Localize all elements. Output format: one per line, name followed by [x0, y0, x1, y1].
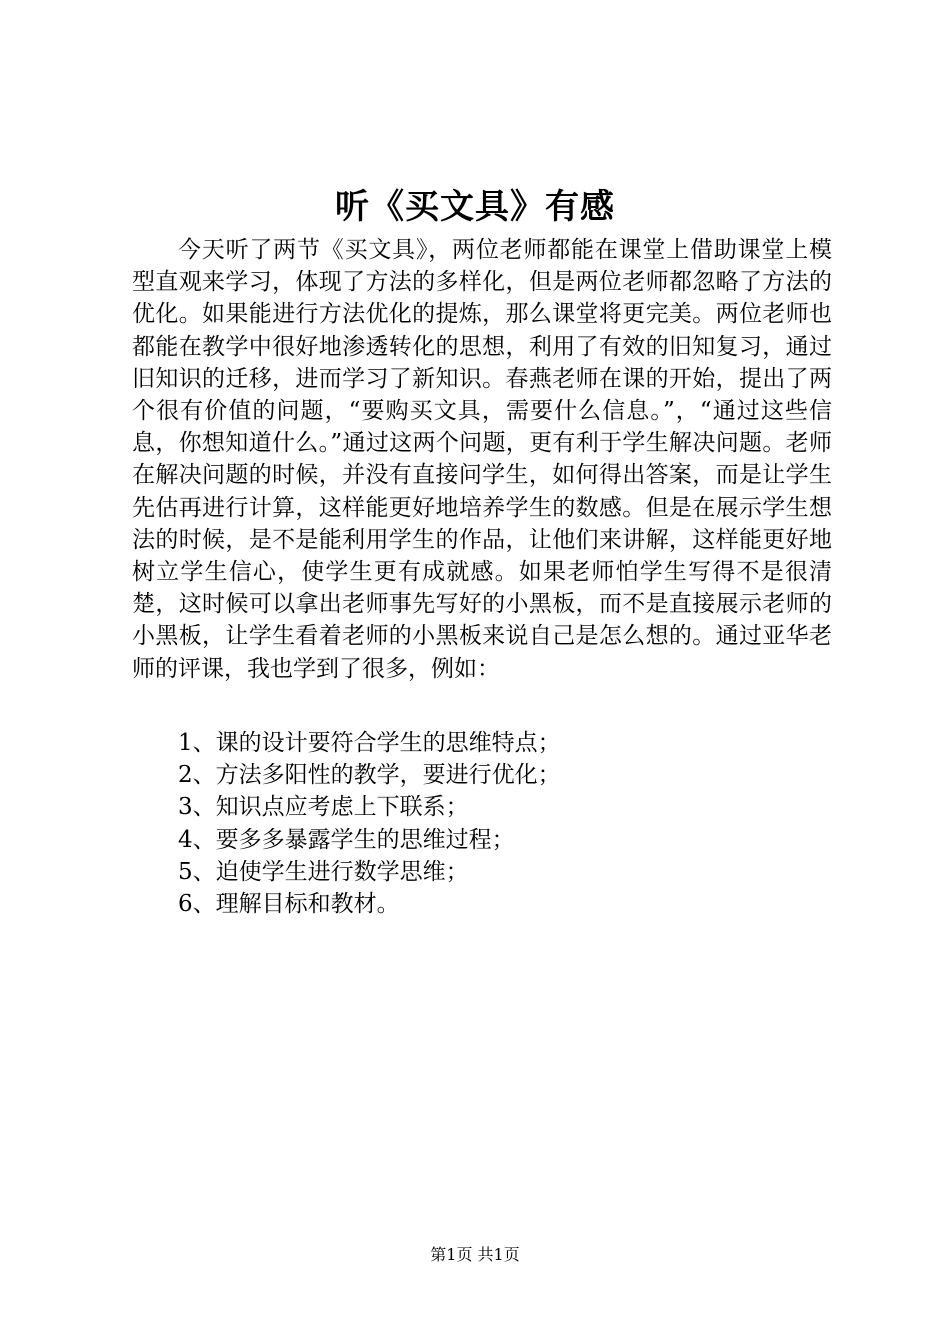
list-item: 2、方法多阳性的教学，要进行优化； [178, 762, 561, 789]
list-item: 6、理解目标和教材。 [178, 891, 400, 918]
page-footer: 第1页 共1页 [430, 1245, 520, 1264]
list-item: 1、课的设计要符合学生的思维特点； [178, 730, 561, 756]
list-item: 3、知识点应考虑上下联系； [178, 794, 469, 821]
list-item: 4、要多多暴露学生的思维过程； [178, 826, 515, 853]
recommendation-list [178, 727, 838, 920]
body-paragraph: 今天听了两节《买文具》，两位老师都能在课堂上借助课堂上模型直观来学习，体现了方法的多样化，但是两位老师都忽略了方法的优化。如果能进行方法优化的提炼，那么课堂将更完美。两位老师也都能在教学中很好地渗透转化的思想，利用了有效的旧知复习，通过旧知识的迁移，进而学习了新知识。春燕老师在课的开始，提出了两个很有价值的问题，“要购买文具，需要什么信息。”，“通过这些信息，你想知道什么。”通过这两个问题，更有利于学生解决问题。老师在解决问题的时候，并没有直接问学生，如何得出答案，而是让学生先估再进行计算，这样能更好地培养学生的数感。但是在展示学生想法的时候，是不是能利用学生的作品，让他们来讲解，这样能更好地树立学生信心，使学生更有成就感。如果老师怕学生写得不是很清楚，这时候可以拿出老师事先写好的小黑板，而不是直接展示老师的小黑板，让学生看着老师的小黑板来说自己是怎么想的。通过亚华老师的评课，我也学到了很多，例如： [132, 237, 832, 682]
list-item: 5、迫使学生进行数学思维； [178, 858, 469, 885]
page-title: 听《买文具》有感 [335, 187, 615, 227]
